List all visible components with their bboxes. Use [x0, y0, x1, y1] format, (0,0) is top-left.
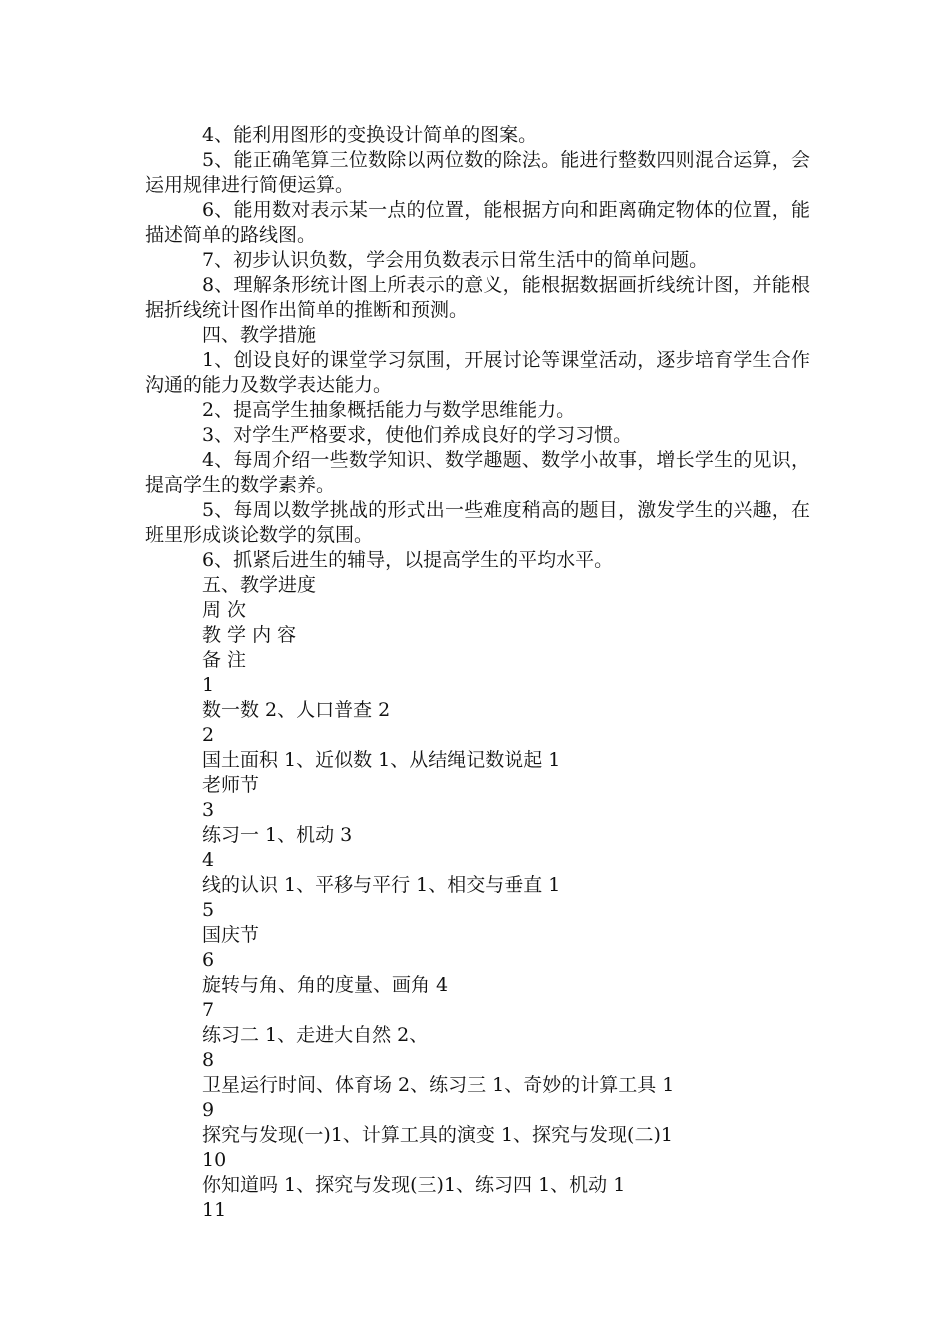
schedule-line: 8 [202, 1049, 215, 1071]
schedule-line: 9 [202, 1099, 215, 1121]
schedule-line: 老师节 [202, 774, 260, 796]
schedule-line: 练习一 1、机动 3 [202, 824, 353, 846]
measure-6: 6、抓紧后进生的辅导，以提高学生的平均水平。 [202, 549, 614, 571]
measure-2: 2、提高学生抽象概括能力与数学思维能力。 [202, 399, 576, 421]
measure-3: 3、对学生严格要求，使他们养成良好的学习习惯。 [202, 424, 633, 446]
goal-8: 8、理解条形统计图上所表示的意义，能根据数据画折线统计图，并能根据折线统计图作出简单的推断和预测。 [145, 274, 810, 321]
schedule-line: 2 [202, 724, 215, 746]
goal-6: 6、能用数对表示某一点的位置，能根据方向和距离确定物体的位置，能描述简单的路线图。 [145, 199, 810, 246]
goal-5: 5、能正确笔算三位数除以两位数的除法。能进行整数四则混合运算，会运用规律进行简便运算。 [145, 149, 810, 196]
schedule-line: 探究与发现(一)1、计算工具的演变 1、探究与发现(二)1 [202, 1124, 673, 1146]
section-heading-measures: 四、教学措施 [202, 324, 317, 346]
schedule-header-week: 周 次 [202, 599, 247, 621]
measure-4: 4、每周介绍一些数学知识、数学趣题、数学小故事，增长学生的见识，提高学生的数学素养。 [145, 449, 810, 496]
schedule-line: 练习二 1、走进大自然 2、 [202, 1024, 429, 1046]
schedule-line: 旋转与角、角的度量、画角 4 [202, 974, 449, 996]
schedule-line: 6 [202, 949, 215, 971]
goal-7: 7、初步认识负数，学会用负数表示日常生活中的简单问题。 [202, 249, 709, 271]
schedule-line: 国土面积 1、近似数 1、从结绳记数说起 1 [202, 749, 561, 771]
schedule-line: 5 [202, 899, 215, 921]
schedule-line: 7 [202, 999, 215, 1021]
schedule-line: 数一数 2、人口普查 2 [202, 699, 391, 721]
schedule-line: 1 [202, 674, 215, 696]
document-page [145, 123, 810, 1223]
schedule-header-content: 教 学 内 容 [202, 624, 297, 646]
schedule-rows [145, 673, 810, 1223]
schedule-line: 你知道吗 1、探究与发现(三)1、练习四 1、机动 1 [202, 1174, 626, 1196]
schedule-line: 线的认识 1、平移与平行 1、相交与垂直 1 [202, 874, 561, 896]
schedule-line: 卫星运行时间、体育场 2、练习三 1、奇妙的计算工具 1 [202, 1074, 675, 1096]
measure-1: 1、创设良好的课堂学习氛围，开展讨论等课堂活动，逐步培育学生合作沟通的能力及数学表达能力。 [145, 349, 810, 396]
section-heading-schedule: 五、教学进度 [202, 574, 317, 596]
schedule-line: 10 [202, 1149, 227, 1171]
measure-5: 5、每周以数学挑战的形式出一些难度稍高的题目，激发学生的兴趣，在班里形成谈论数学的氛围。 [145, 499, 810, 546]
schedule-line: 3 [202, 799, 215, 821]
schedule-line: 11 [202, 1199, 227, 1221]
goal-4: 4、能利用图形的变换设计简单的图案。 [202, 124, 538, 146]
schedule-line: 国庆节 [202, 924, 260, 946]
schedule-header-notes: 备 注 [202, 649, 247, 671]
schedule-line: 4 [202, 849, 215, 871]
